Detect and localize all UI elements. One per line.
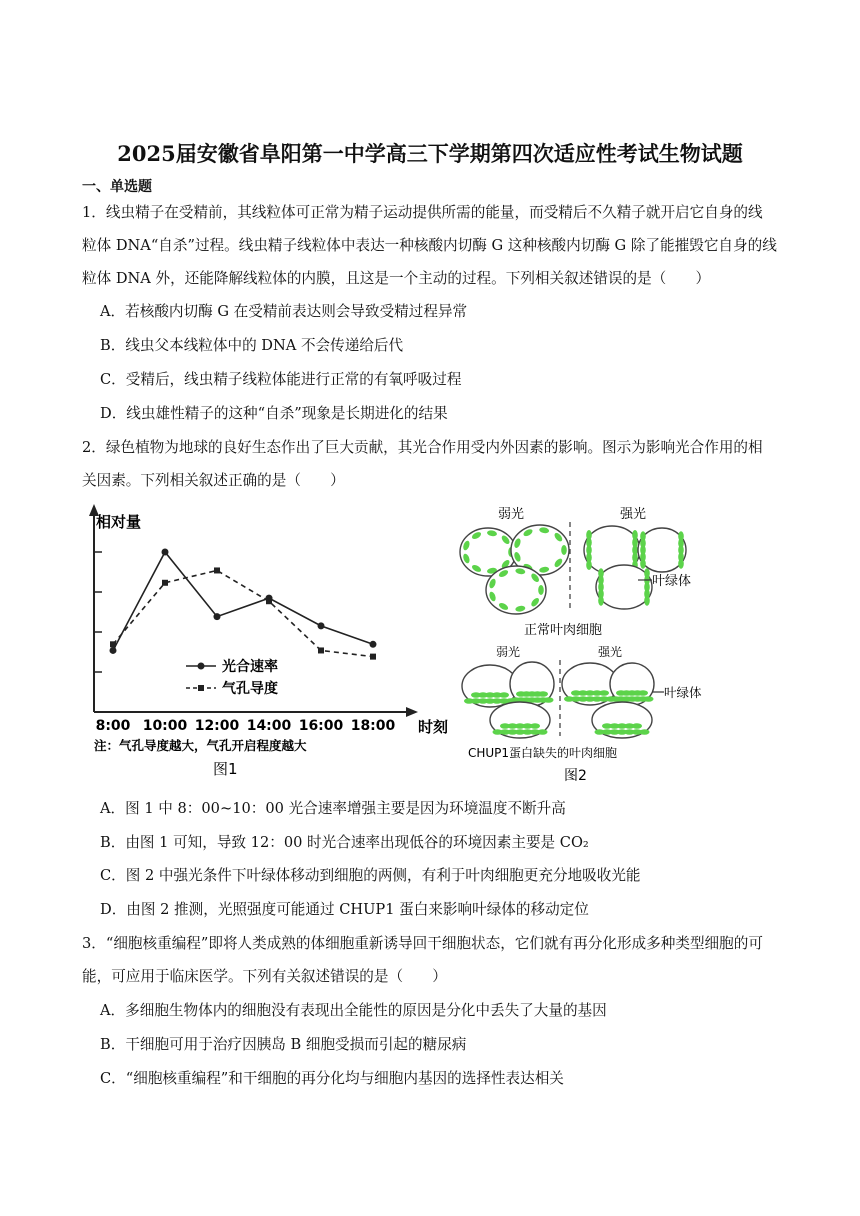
leaf-cell [490, 702, 550, 738]
leaf-cell [610, 663, 654, 705]
q1-option-b[interactable]: B．线虫父本线粒体中的 DNA 不会传递给后代 [100, 337, 404, 354]
figure-1-chart [78, 502, 448, 782]
x-tick-label: 14:00 [246, 718, 292, 734]
chloroplast [632, 723, 642, 729]
figure-1 [78, 502, 448, 786]
x-axis-arrow [406, 707, 418, 717]
chloroplast [499, 692, 509, 698]
q1-line: 1．线虫精子在受精前，其线粒体可正常为精子运动提供所需的能量，而受精后不久精子就开启它自身的线 [82, 204, 763, 221]
q3-line: 能，可应用于临床医学。下列有关叙述错误的是（ ） [82, 968, 447, 985]
legend-label: 光合速率 [222, 659, 278, 675]
data-point [318, 622, 325, 629]
q2-option-b[interactable]: B．由图 1 可知，导致 12：00 时光合速率出现低谷的环境因素主要是 CO₂ [100, 834, 589, 851]
page-title: 2025届安徽省阜阳第一中学高三下学期第四次适应性考试生物试题 [117, 141, 743, 166]
chloroplast [598, 596, 604, 606]
chloroplast [561, 545, 567, 555]
q2-line: 2．绿色植物为地球的良好生态作出了巨大贡献，其光合作用受内外因素的影响。图示为影响光合作用的相 [82, 439, 763, 456]
chloroplast [544, 697, 554, 703]
data-point [370, 654, 376, 660]
label-weak-light: 弱光 [496, 645, 521, 659]
caption-normal-cells: 正常叶肉细胞 [524, 623, 603, 638]
q2-option-a[interactable]: A．图 1 中 8：00~10：00 光合速率增强主要是因为环境温度不断升高 [100, 800, 566, 817]
x-axis-label: 时刻 [418, 718, 448, 736]
chloroplast [530, 723, 540, 729]
chloroplast [638, 690, 648, 696]
data-point [266, 598, 272, 604]
q3-option-a[interactable]: A．多细胞生物体内的细胞没有表现出全能性的原因是分化中丢失了大量的基因 [100, 1002, 607, 1019]
q1-option-a[interactable]: A．若核酸内切酶 G 在受精前表达则会导致受精过程异常 [100, 303, 468, 320]
chloroplast [586, 560, 592, 570]
x-tick-label: 18:00 [350, 718, 396, 734]
series-line-2 [113, 570, 373, 656]
chloroplast [538, 691, 548, 697]
chloroplast [640, 559, 646, 569]
x-tick-label: 16:00 [298, 718, 344, 734]
y-axis-label: 相对量 [96, 513, 142, 531]
leaf-cell [510, 662, 554, 706]
data-point [162, 580, 168, 586]
figure-2 [452, 500, 742, 790]
q3-option-c[interactable]: C．“细胞核重编程”和干细胞的再分化均与细胞内基因的选择性表达相关 [100, 1070, 564, 1087]
legend [186, 658, 278, 697]
q3-option-b[interactable]: B．干细胞可用于治疗因胰岛 B 细胞受损而引起的糖尿病 [100, 1036, 467, 1053]
q1-line: 粒体 DNA 外，还能降解线粒体的内膜，且这是一个主动的过程。下列相关叙述错误的是（ ） [82, 270, 711, 287]
data-point [214, 613, 221, 620]
chloroplast [538, 585, 544, 595]
chloroplast [644, 696, 654, 702]
q1-line: 粒体 DNA“自杀”过程。线虫精子线粒体中表达一种核酸内切酶 G 这种核酸内切酶 G 除了能摧毁它自身的线 [82, 237, 777, 254]
label-chloroplast: 叶绿体 [652, 574, 692, 589]
data-point [318, 647, 324, 653]
x-tick-label: 8:00 [95, 718, 131, 734]
figure-1-caption: 图1 [213, 760, 238, 778]
x-tick-label: 10:00 [142, 718, 188, 734]
q3-line: 3．“细胞核重编程”即将人类成熟的体细胞重新诱导回干细胞状态，它们就有再分化形成多种类型细胞的可 [82, 935, 763, 952]
chloroplast [644, 596, 650, 606]
section-heading: 一、单选题 [82, 179, 152, 195]
figure-2-caption: 图2 [564, 768, 587, 784]
data-point [370, 641, 377, 648]
data-point [110, 647, 117, 654]
label-weak-light: 弱光 [498, 507, 525, 522]
legend-label: 气孔导度 [222, 681, 278, 697]
q1-option-d[interactable]: D．线虫雄性精子的这种“自杀”现象是长期进化的结果 [100, 405, 448, 422]
figure-2-diagram [452, 500, 742, 786]
series-line-1 [113, 552, 373, 650]
q2-option-d[interactable]: D．由图 2 推测，光照强度可能通过 CHUP1 蛋白来影响叶绿体的移动定位 [100, 901, 589, 918]
figure-1-note: 注：气孔导度越大，气孔开启程度越大 [94, 738, 307, 753]
q2-option-c[interactable]: C．图 2 中强光条件下叶绿体移动到细胞的两侧，有利于叶肉细胞更充分地吸收光能 [100, 867, 641, 884]
chloroplast [640, 729, 650, 735]
q1-option-c[interactable]: C．受精后，线虫精子线粒体能进行正常的有氧呼吸过程 [100, 371, 462, 388]
chloroplast [678, 559, 684, 569]
data-point [214, 567, 220, 573]
leaf-cell [592, 702, 652, 738]
chloroplast [599, 690, 609, 696]
leaf-cell [638, 528, 686, 572]
data-point [110, 641, 116, 647]
q2-line: 关因素。下列相关叙述正确的是（ ） [82, 472, 345, 489]
chloroplast [538, 729, 548, 735]
data-point [162, 549, 169, 556]
x-tick-label: 12:00 [194, 718, 240, 734]
label-chloroplast: 叶绿体 [664, 685, 702, 700]
label-strong-light: 强光 [620, 507, 647, 522]
leaf-cell [596, 565, 652, 609]
caption-chup1-cells: CHUP1蛋白缺失的叶肉细胞 [468, 746, 618, 760]
leaf-cell [486, 566, 546, 614]
label-strong-light: 强光 [598, 645, 623, 659]
